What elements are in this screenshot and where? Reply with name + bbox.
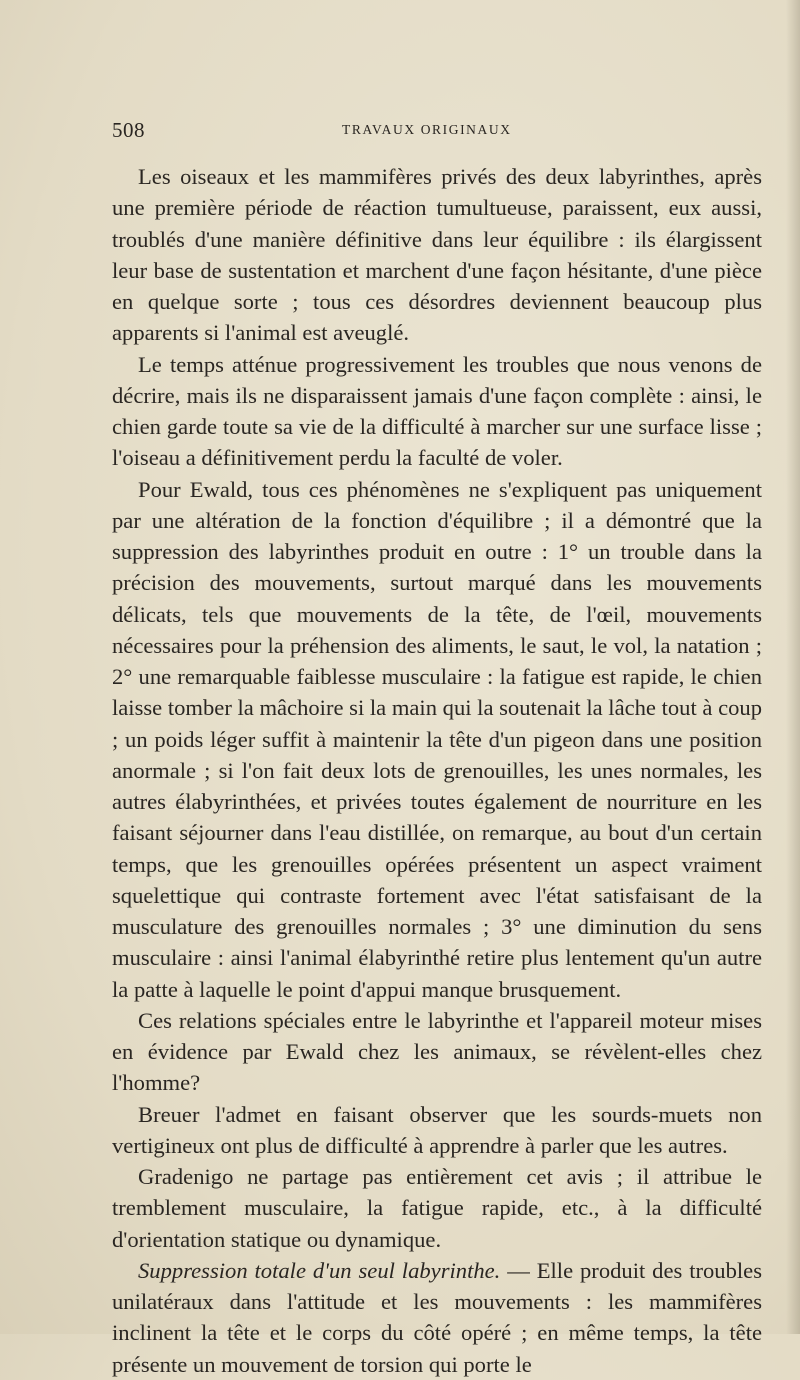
paragraph-text: — Elle produit des troubles unilatéraux dans l'attitude et les mouvements : les mammifères inclinent la tête et le corps du côté opéré ; en même temps, la tête présente un mouvement de torsion qui porte le bbox=[112, 1257, 762, 1377]
paragraph: Breuer l'admet en faisant observer que les sourds-muets non vertigineux ont plus de difficulté à apprendre à parler que les autres. bbox=[112, 1101, 762, 1158]
section-heading-italic: Suppression totale d'un seul labyrinthe. bbox=[138, 1257, 501, 1283]
paragraph: Pour Ewald, tous ces phénomènes ne s'expliquent pas uniquement par une altération de la fonction d'équilibre ; il a démontré que la suppression des labyrinthes produit en outre : 1° un trouble dans la précision des mouvements, surtout marqué dans les mouvements délicats, tels que mouvements de la tête, de l'œil, mouvements nécessaires pour la préhension des aliments, le saut, le vol, la natation ; 2° une remarquable faiblesse musculaire : la fatigue est rapide, le chien laisse tomber la mâchoire si la main qui la soutenait la lâche tout à coup ; un poids léger suffit à maintenir la tête d'un pigeon dans une position anormale ; si l'on fait deux lots de grenouilles, les unes normales, les autres élabyrinthées, et privées toutes également de nourriture en les faisant séjourner dans l'eau distillée, on remarque, au bout d'un certain temps, que les grenouilles opérées présentent un aspect vraiment squelettique qui contraste fortement avec l'état satisfaisant de la musculature des grenouilles normales ; 3° une diminution du sens musculaire : ainsi l'animal élabyrinthé retire plus lentement qu'un autre la patte à laquelle le point d'appui manque brusquement. bbox=[112, 476, 762, 1002]
paragraph: Le temps atténue progressivement les troubles que nous venons de décrire, mais ils ne disparaissent jamais d'une façon complète : ainsi, le chien garde toute sa vie de la difficulté à marcher sur une surface lisse ; l'oiseau a définitivement perdu la faculté de voler. bbox=[112, 351, 762, 471]
body-text bbox=[112, 161, 762, 1380]
paragraph bbox=[112, 1255, 762, 1380]
paragraph: Les oiseaux et les mammifères privés des deux labyrinthes, après une première période de réaction tumultueuse, paraissent, eux aussi, troublés d'une manière définitive dans leur équilibre : ils élargissent leur base de sustentation et marchent d'une façon hésitante, d'une pièce en quelque sorte ; tous ces désordres deviennent beaucoup plus apparents si l'animal est aveuglé. bbox=[112, 164, 762, 346]
running-title: TRAVAUX ORIGINAUX bbox=[342, 122, 512, 137]
paragraph: Ces relations spéciales entre le labyrinthe et l'appareil moteur mises en évidence par Ewald chez les animaux, se révèlent-elles chez l'homme? bbox=[112, 1007, 762, 1096]
page-number: 508 bbox=[112, 118, 145, 142]
page-edge-shadow bbox=[786, 0, 800, 1334]
page-header bbox=[112, 118, 762, 144]
paragraph: Gradenigo ne partage pas entièrement cet avis ; il attribue le tremblement musculaire, la fatigue rapide, etc., à la difficulté d'orientation statique ou dynamique. bbox=[112, 1164, 762, 1252]
